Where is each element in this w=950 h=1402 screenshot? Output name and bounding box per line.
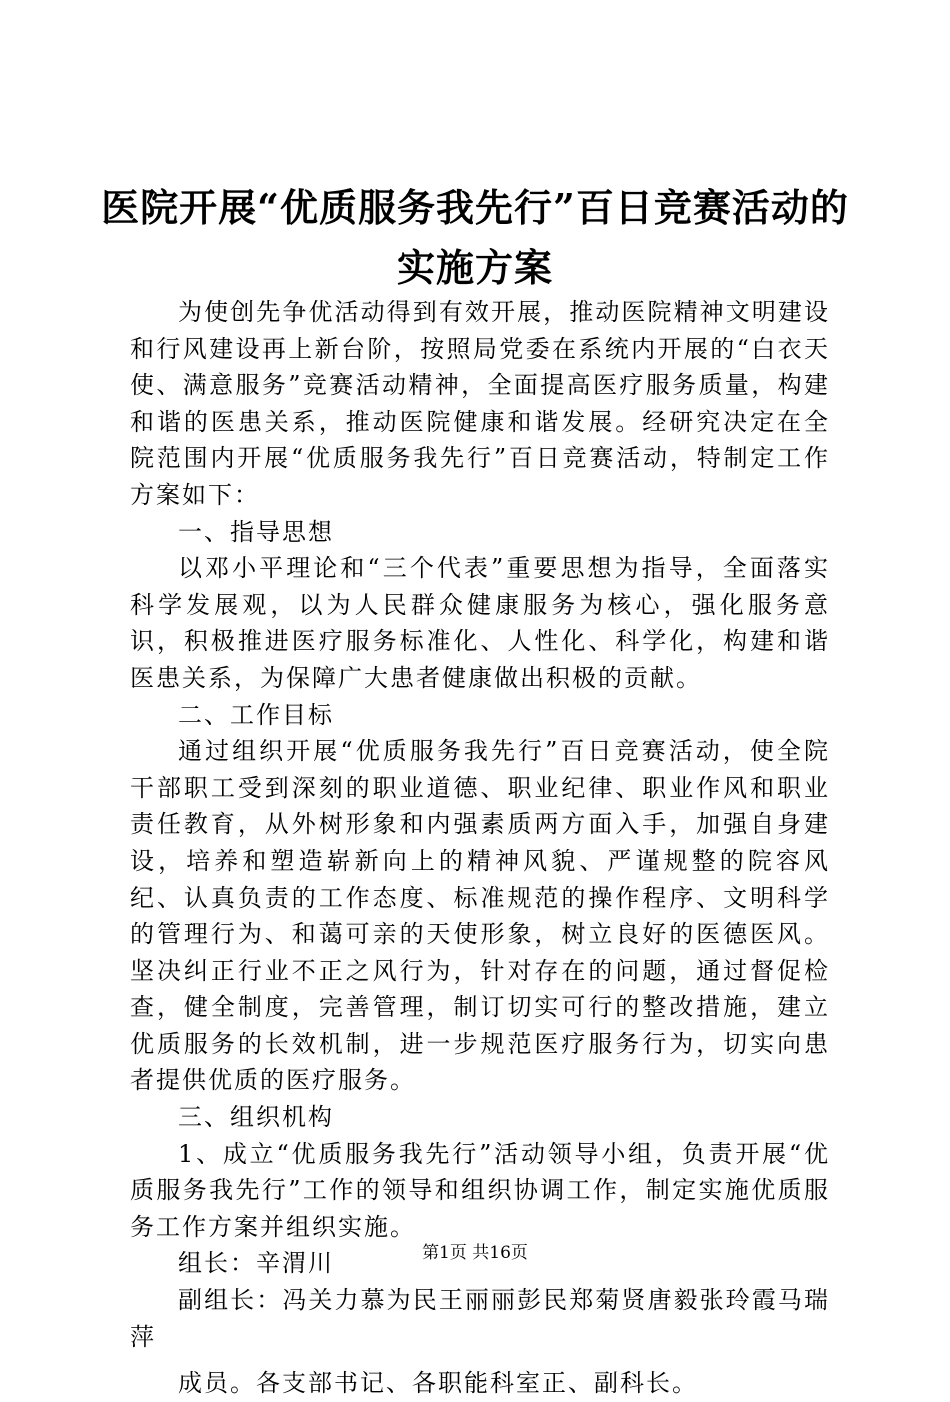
- page-footer: 第1页 共16页: [422, 1243, 528, 1263]
- work-goals-paragraph: 通过组织开展“优质服务我先行”百日竞赛活动，使全院干部职工受到深刻的职业道德、职业纪律、职业作风和职业责任教育，从外树形象和内强素质两方面入手，加强自身建设，培养和塑造崭新向上的精神风貌、严谨规整的院容风纪、认真负责的工作态度、标准规范的操作程序、文明科学的管理行为、和蔼可亲的天使形象，树立良好的医德医风。坚决纠正行业不正之风行为，针对存在的问题，通过督促检查，健全制度，完善管理，制订切实可行的整改措施，建立优质服务的长效机制，进一步规范医疗服务行为，切实向患者提供优质的医疗服务。: [130, 737, 830, 1095]
- section-heading-work-goals: 二、工作目标: [178, 700, 334, 729]
- guiding-ideology-paragraph: 以邓小平理论和“三个代表”重要思想为指导，全面落实科学发展观，以为人民群众健康服务为核心，强化服务意识，积极推进医疗服务标准化、人性化、科学化，构建和谐医患关系，为保障广大患者健康做出积极的贡献。: [130, 554, 830, 692]
- document-body: [130, 294, 830, 1402]
- team-leader-line: 组长：辛渭川: [178, 1249, 334, 1278]
- intro-paragraph: 为使创先争优活动得到有效开展，推动医院精神文明建设和行风建设再上新台阶，按照局党委在系统内开展的“白衣天使、满意服务”竞赛活动精神，全面提高医疗服务质量，构建和谐的医患关系，推动医院健康和谐发展。经研究决定在全院范围内开展“优质服务我先行”百日竞赛活动，特制定工作方案如下：: [130, 298, 830, 509]
- organization-paragraph: 1、成立“优质服务我先行”活动领导小组，负责开展“优质服务我先行”工作的领导和组织协调工作，制定实施优质服务工作方案并组织实施。: [130, 1139, 830, 1241]
- deputy-leaders-line: 副组长：冯关力慕为民王丽丽彭民郑菊贤唐毅张玲霞马瑞萍: [130, 1286, 830, 1351]
- section-heading-organization: 三、组织机构: [178, 1103, 334, 1132]
- document-title-line-2: 实施方案: [396, 245, 553, 290]
- section-heading-guiding-ideology: 一、指导思想: [178, 517, 334, 546]
- members-line: 成员。各支部书记、各职能科室正、副科长。: [178, 1369, 698, 1398]
- document-title-line-1: 医院开展“优质服务我先行”百日竞赛活动的: [101, 185, 849, 230]
